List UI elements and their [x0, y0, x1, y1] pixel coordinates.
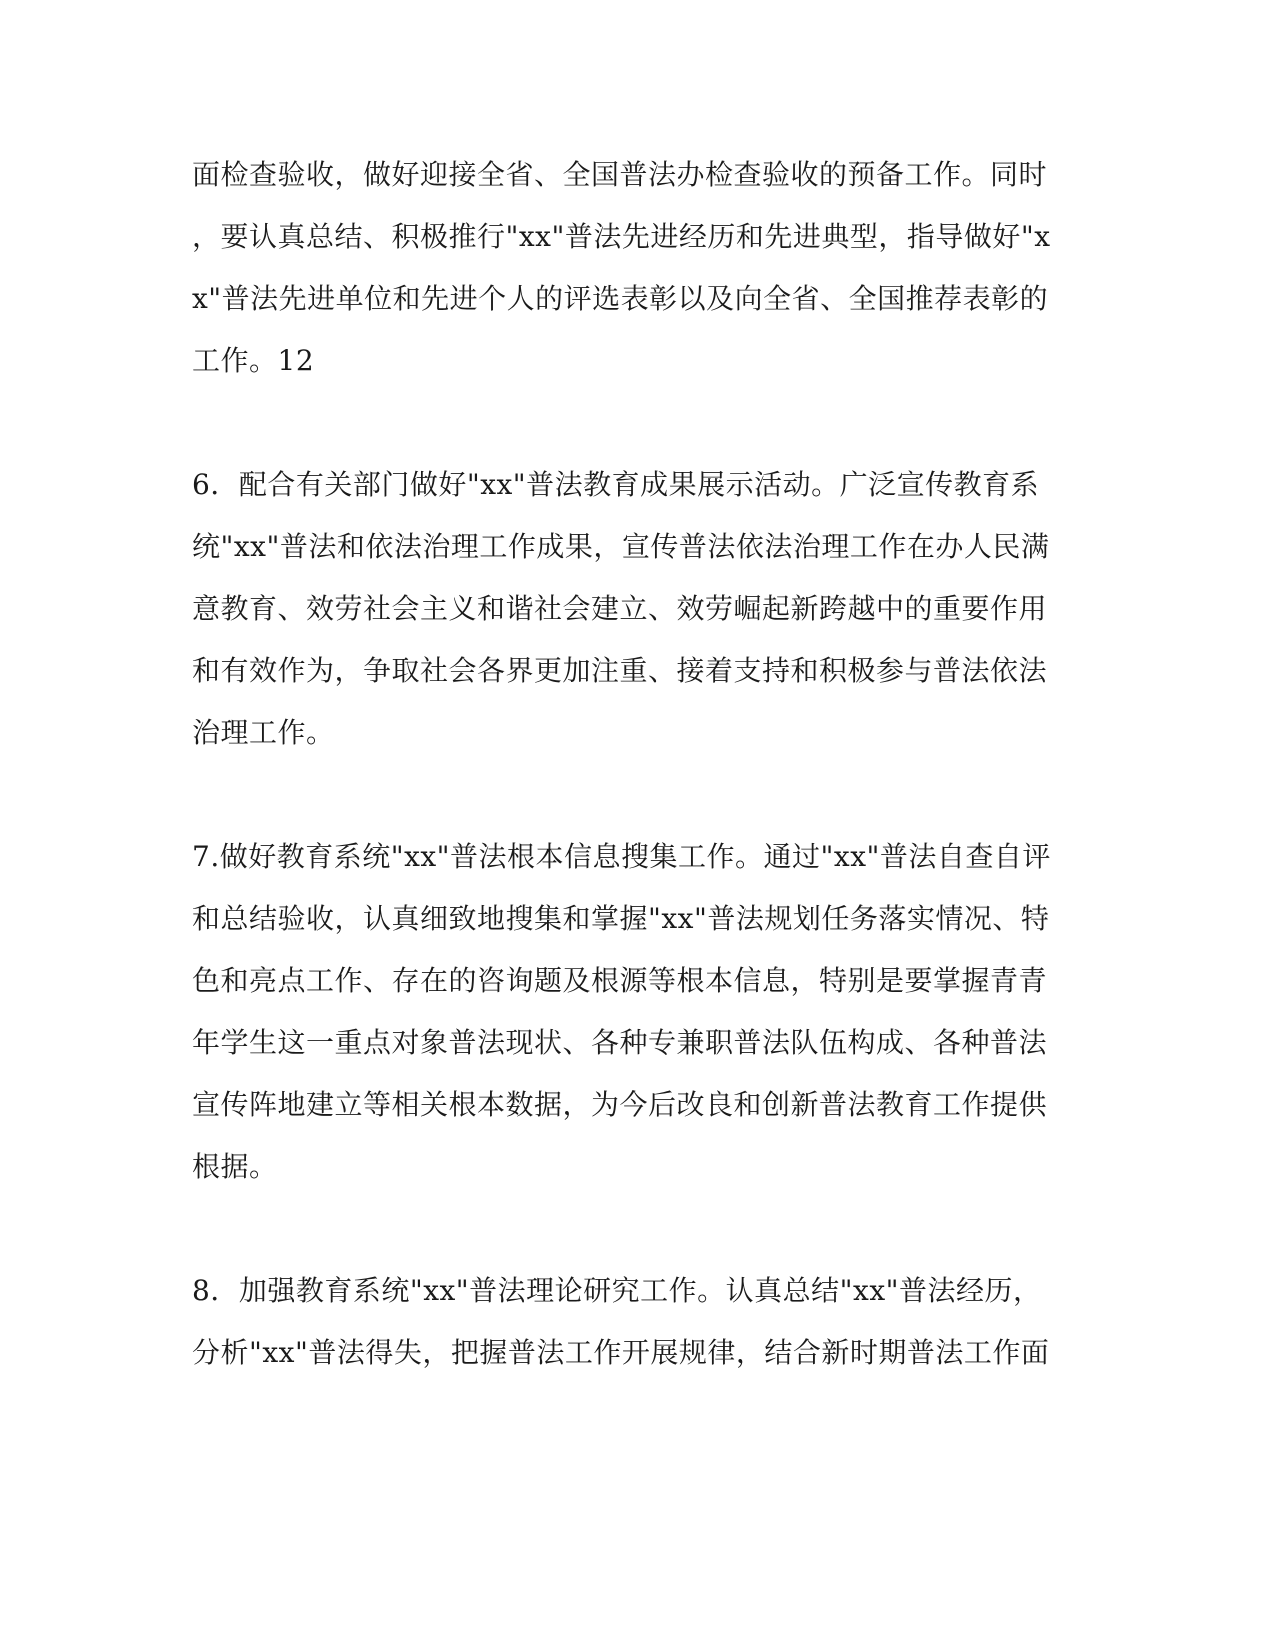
text-line: 7.做好教育系统"xx"普法根本信息搜集工作。通过"xx"普法自查自评 — [192, 840, 1051, 873]
text-line: 宣传阵地建立等相关根本数据，为今后改良和创新普法教育工作提供 — [192, 1088, 1048, 1121]
text-line: 工作。12 — [192, 344, 315, 377]
text-line: 统"xx"普法和依法治理工作成果，宣传普法依法治理工作在办人民满 — [192, 530, 1050, 563]
text-line: x"普法先进单位和先进个人的评选表彰以及向全省、全国推荐表彰的 — [192, 282, 1049, 315]
text-line: 意教育、效劳社会主义和谐社会建立、效劳崛起新跨越中的重要作用 — [192, 592, 1048, 625]
text-line: 年学生这一重点对象普法现状、各种专兼职普法队伍构成、各种普法 — [192, 1026, 1048, 1059]
text-line: 和总结验收，认真细致地搜集和掌握"xx"普法规划任务落实情况、特 — [192, 902, 1050, 935]
text-line: 根据。 — [192, 1150, 278, 1183]
text-line: 6．配合有关部门做好"xx"普法教育成果展示活动。广泛宣传教育系 — [192, 468, 1040, 501]
text-line: 分析"xx"普法得失，把握普法工作开展规律，结合新时期普法工作面 — [192, 1336, 1050, 1369]
text-line: 8．加强教育系统"xx"普法理论研究工作。认真总结"xx"普法经历， — [192, 1274, 1042, 1307]
text-line: 和有效作为，争取社会各界更加注重、接着支持和积极参与普法依法 — [192, 654, 1048, 687]
text-line: ，要认真总结、积极推行"xx"普法先进经历和先进典型，指导做好"x — [192, 220, 1051, 253]
text-line: 色和亮点工作、存在的咨询题及根源等根本信息，特别是要掌握青青 — [192, 964, 1048, 997]
text-line: 治理工作。 — [192, 716, 335, 749]
text-line: 面检查验收，做好迎接全省、全国普法办检查验收的预备工作。同时 — [192, 158, 1048, 191]
